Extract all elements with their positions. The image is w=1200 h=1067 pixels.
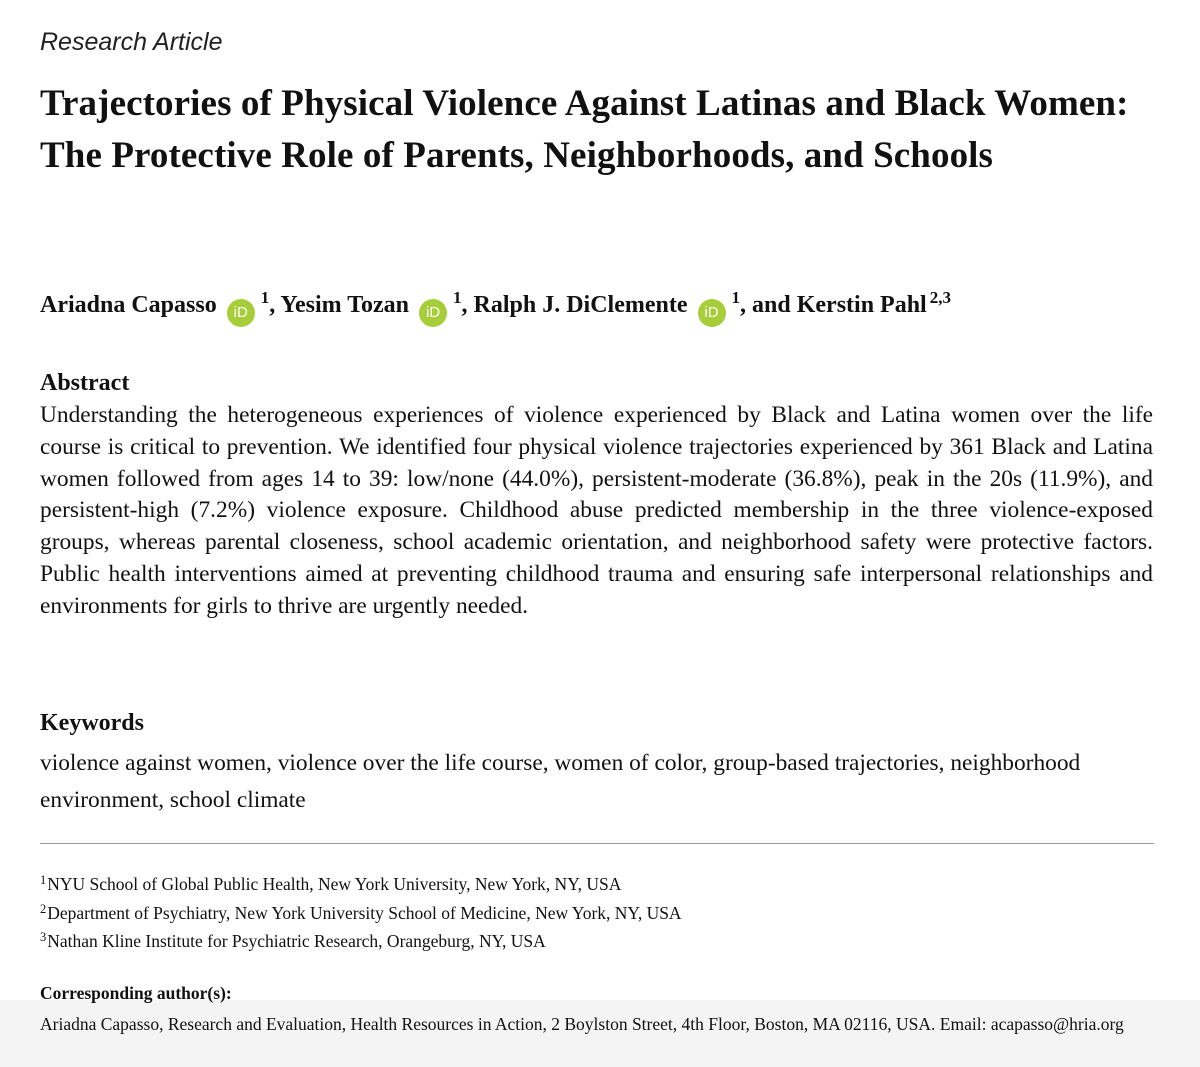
- author-separator: ,: [269, 292, 281, 318]
- abstract-heading: Abstract: [40, 370, 130, 396]
- corresponding-author-heading: Corresponding author(s):: [40, 983, 232, 1003]
- article-type-label: Research Article: [40, 28, 223, 56]
- section-divider: [40, 843, 1154, 844]
- author-separator: , and: [740, 292, 797, 318]
- affiliation-number: 2: [40, 902, 47, 916]
- keywords-heading: Keywords: [40, 710, 144, 736]
- author-separator: ,: [461, 292, 474, 318]
- affiliation-item: [40, 930, 546, 952]
- author-name[interactable]: Kerstin Pahl: [796, 292, 927, 318]
- orcid-icon[interactable]: iD: [227, 299, 255, 327]
- orcid-icon[interactable]: iD: [419, 299, 447, 327]
- affiliation-text: Department of Psychiatry, New York University School of Medicine, New York, NY, USA: [47, 903, 682, 923]
- author-affiliation-mark: 1: [260, 288, 270, 307]
- author-list: [40, 280, 951, 327]
- author-name[interactable]: Ariadna Capasso: [40, 292, 217, 318]
- keywords-text: violence against women, violence over the life course, women of color, group-based trajectories, neighborhood environment, school climate: [40, 750, 1081, 813]
- affiliation-number: 3: [40, 930, 47, 944]
- affiliation-item: [40, 873, 621, 895]
- affiliation-item: [40, 902, 682, 924]
- author-name[interactable]: Ralph J. DiClemente: [473, 292, 688, 318]
- affiliation-text: NYU School of Global Public Health, New York University, New York, NY, USA: [47, 874, 622, 894]
- author-name[interactable]: Yesim Tozan: [280, 292, 410, 318]
- author-affiliation-mark: 1: [453, 288, 462, 307]
- corresponding-author-text: Ariadna Capasso, Research and Evaluation, Health Resources in Action, 2 Boylston Street, 4th Floor, Boston, MA 02116, USA. Email: acapasso@hria.org: [40, 1014, 1124, 1034]
- article-title: Trajectories of Physical Violence Against Latinas and Black Women: The Protective Role of Parents, Neighborhoods, and Schools: [40, 83, 1129, 176]
- author-affiliation-mark: 2,3: [929, 288, 951, 307]
- abstract-text: Understanding the heterogeneous experiences of violence experienced by Black and Latina women over the life course is critical to prevention. We identified four physical violence trajectories experienced by 361 Black and Latina women followed from ages 14 to 39: low/none (44.0%), persistent-moderate (36.8%), peak in the 20s (11.9%), and persistent-high (7.2%) violence exposure. Childhood abuse predicted membership in the three violence-exposed groups, whereas parental closeness, school academic orientation, and neighborhood safety were protective factors. Public health interventions aimed at preventing childhood trauma and ensuring safe interpersonal relationships and environments for girls to thrive are urgently needed.: [40, 402, 1153, 619]
- orcid-icon[interactable]: iD: [698, 299, 726, 327]
- author-affiliation-mark: 1: [731, 288, 741, 307]
- affiliation-text: Nathan Kline Institute for Psychiatric Research, Orangeburg, NY, USA: [47, 931, 546, 951]
- affiliation-number: 1: [40, 873, 47, 887]
